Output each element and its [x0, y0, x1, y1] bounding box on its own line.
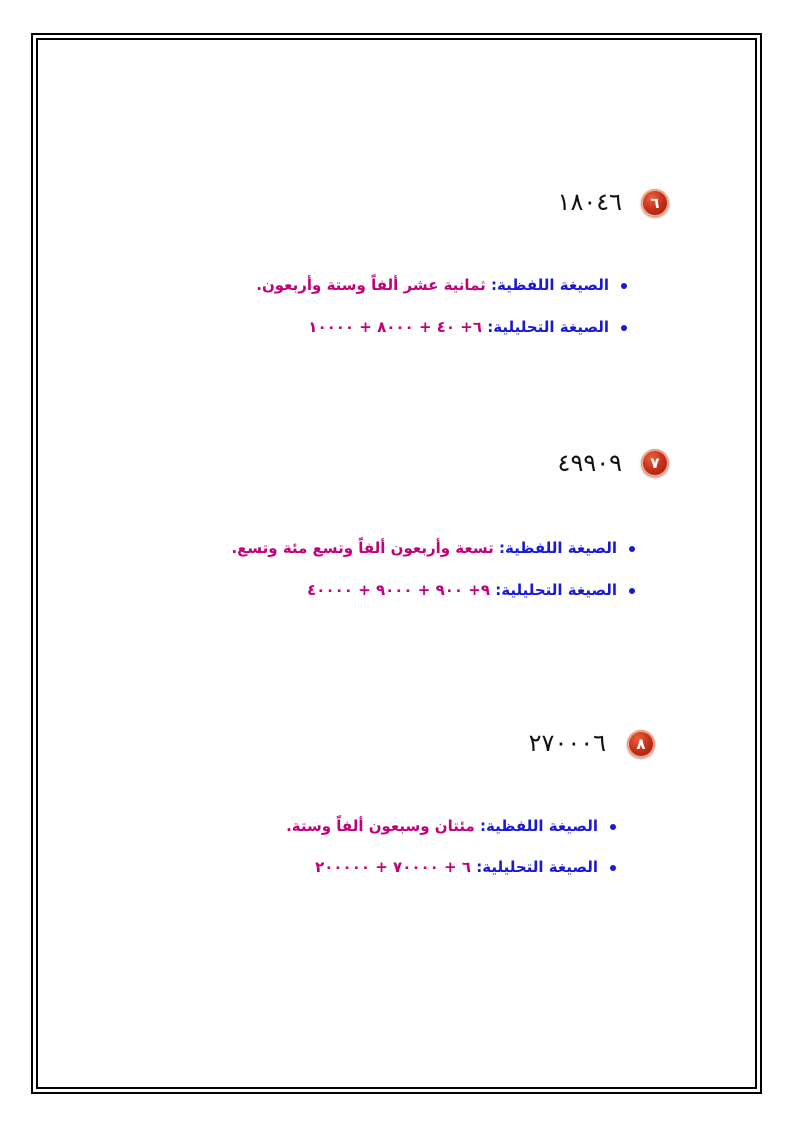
word-form-line [286, 815, 616, 837]
word-form-value: ثمانية عشر ألفاً وستة وأربعون. [256, 276, 486, 294]
word-form-line [256, 274, 627, 296]
word-form-line [231, 537, 635, 559]
expanded-form-line [315, 856, 616, 878]
problem-number-badge: ٨ [627, 730, 655, 758]
expanded-form-value: ٩+ ٩٠٠ + ٩٠٠٠ + ٤٠٠٠٠ [307, 581, 490, 599]
bullet-icon [610, 865, 616, 871]
problem-number-badge: ٦ [641, 189, 669, 217]
bullet-icon [629, 546, 635, 552]
word-form-label: الصيغة اللفظية: [491, 276, 609, 294]
expanded-form-label: الصيغة التحليلية: [495, 581, 617, 599]
problem-number: ١٨٠٤٦ [557, 188, 622, 216]
expanded-form-label: الصيغة التحليلية: [487, 318, 609, 336]
problem-number-badge: ٧ [641, 449, 669, 477]
word-form-value: مئتان وسبعون ألفاً وستة. [286, 817, 475, 835]
expanded-form-line [308, 316, 627, 338]
word-form-label: الصيغة اللفظية: [499, 539, 617, 557]
bullet-icon [629, 588, 635, 594]
bullet-icon [621, 325, 627, 331]
expanded-form-label: الصيغة التحليلية: [476, 858, 598, 876]
bullet-icon [610, 824, 616, 830]
problem-number: ٢٧٠٠٠٦ [528, 729, 606, 757]
expanded-form-value: ٦+ ٤٠ + ٨٠٠٠ + ١٠٠٠٠ [308, 318, 482, 336]
bullet-icon [621, 283, 627, 289]
problem-number: ٤٩٩٠٩ [557, 449, 622, 477]
word-form-label: الصيغة اللفظية: [480, 817, 598, 835]
expanded-form-line [307, 579, 635, 601]
expanded-form-value: ٦ + ٧٠٠٠٠ + ٢٠٠٠٠٠ [315, 858, 471, 876]
word-form-value: تسعة وأربعون ألفاً وتسع مئة وتسع. [231, 539, 494, 557]
